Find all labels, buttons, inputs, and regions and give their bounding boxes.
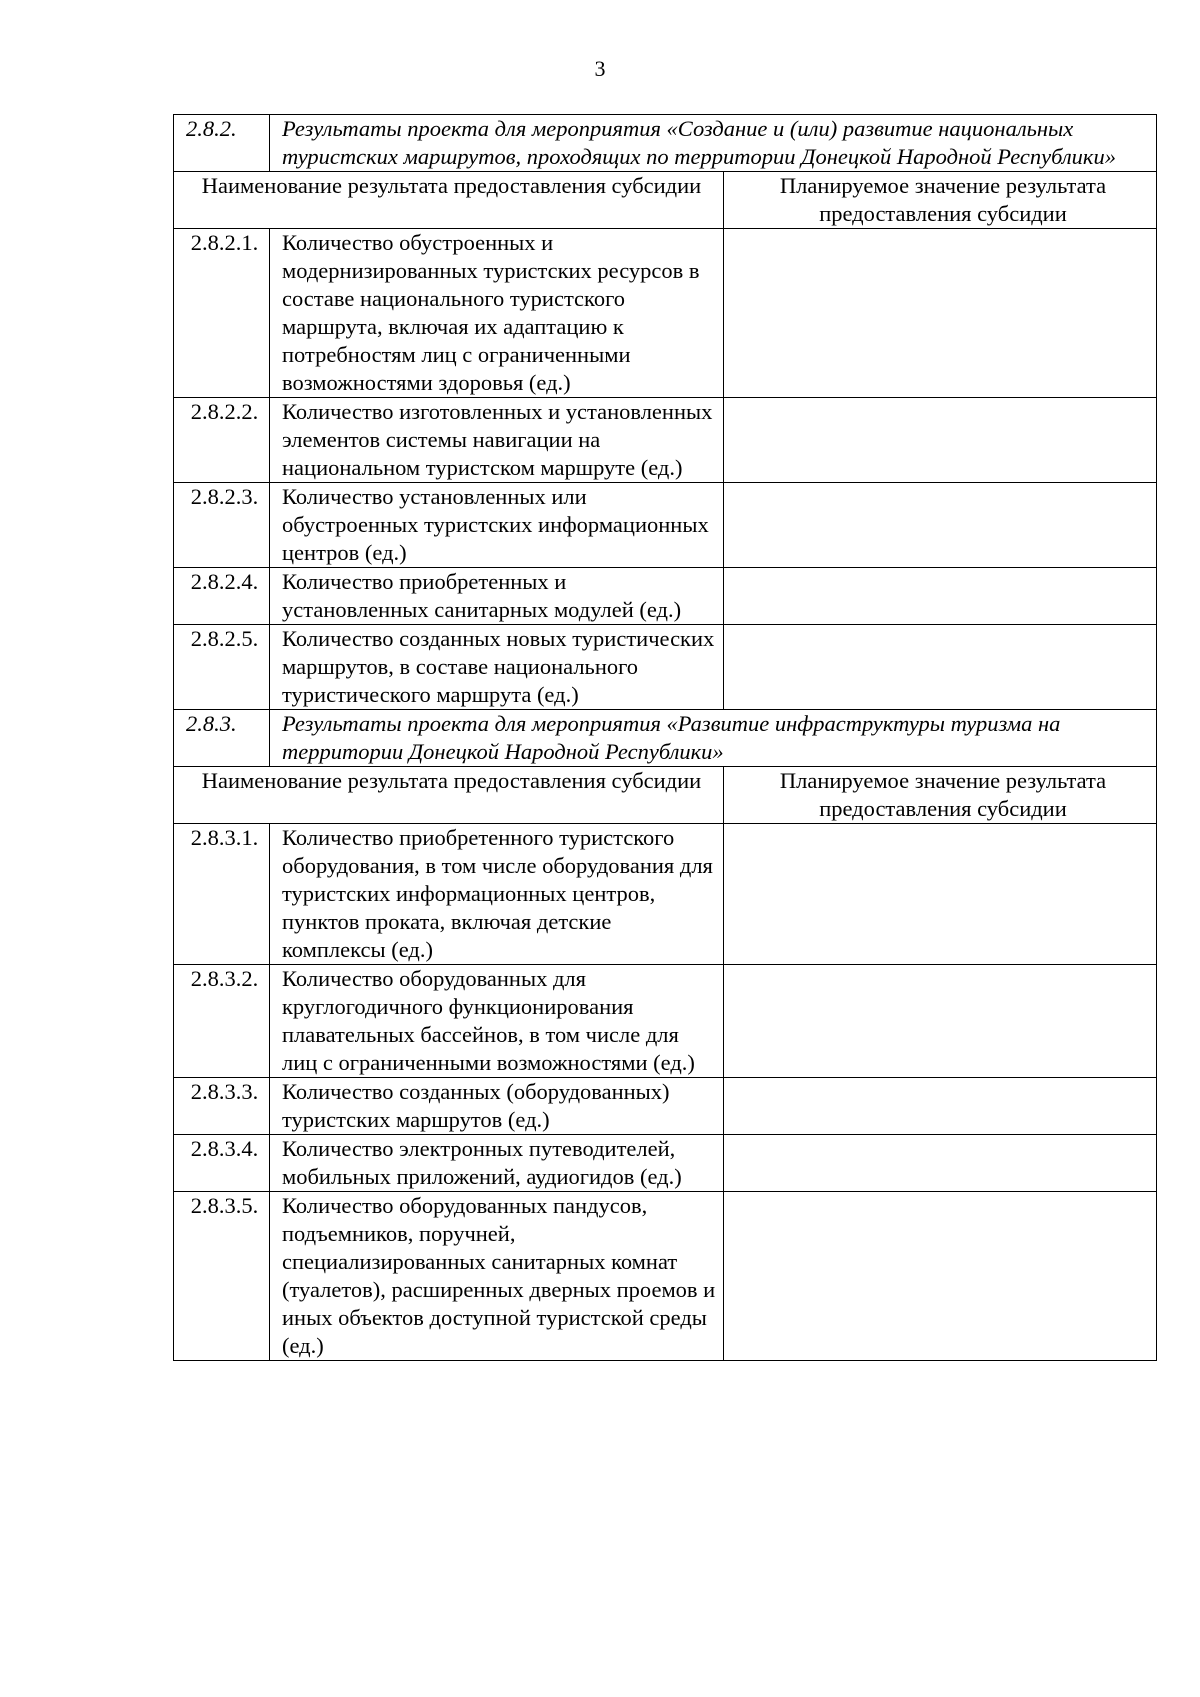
table-row [174,1135,1157,1192]
row-value [724,965,1157,1078]
header-value: Планируемое значение результата предоставления субсидии [724,767,1157,824]
column-header-row [174,172,1157,229]
row-name: Количество обустроенных и модернизированных туристских ресурсов в составе национального туристского маршрута, включая их адаптацию к потребностям лиц с ограниченными возможностями здоровья (ед.) [270,229,724,398]
row-number: 2.8.3.2. [174,965,270,1078]
row-number: 2.8.2.4. [174,568,270,625]
table-row [174,568,1157,625]
header-name: Наименование результата предоставления субсидии [174,767,724,824]
row-value [724,229,1157,398]
row-name: Количество оборудованных пандусов, подъемников, поручней, специализированных санитарных комнат (туалетов), расширенных дверных проемов и иных объектов доступной туристской среды (ед.) [270,1192,724,1361]
row-name: Количество созданных новых туристических маршрутов, в составе национального туристического маршрута (ед.) [270,625,724,710]
page-number: 3 [594,56,606,81]
row-value [724,568,1157,625]
section-number: 2.8.2. [174,115,270,172]
row-value [724,824,1157,965]
row-number: 2.8.2.3. [174,483,270,568]
table-row [174,1192,1157,1361]
section-number: 2.8.3. [174,710,270,767]
table-row [174,965,1157,1078]
section-title-row [174,710,1157,767]
table-row [174,398,1157,483]
header-value: Планируемое значение результата предоставления субсидии [724,172,1157,229]
row-value [724,483,1157,568]
section-title: Результаты проекта для мероприятия «Развитие инфраструктуры туризма на территории Донецкой Народной Республики» [270,710,1157,767]
row-value [724,398,1157,483]
row-name: Количество приобретенных и установленных санитарных модулей (ед.) [270,568,724,625]
row-number: 2.8.2.5. [174,625,270,710]
row-name: Количество приобретенного туристского оборудования, в том числе оборудования для туристских информационных центров, пунктов проката, включая детские комплексы (ед.) [270,824,724,965]
row-name: Количество созданных (оборудованных) туристских маршрутов (ед.) [270,1078,724,1135]
row-value [724,625,1157,710]
table-row [174,1078,1157,1135]
row-number: 2.8.3.1. [174,824,270,965]
row-name: Количество установленных или обустроенных туристских информационных центров (ед.) [270,483,724,568]
row-value [724,1135,1157,1192]
results-table [173,114,1157,1361]
section-title-row [174,115,1157,172]
row-name: Количество оборудованных для круглогодичного функционирования плавательных бассейнов, в том числе для лиц с ограниченными возможностями (ед.) [270,965,724,1078]
row-number: 2.8.3.4. [174,1135,270,1192]
column-header-row [174,767,1157,824]
table-row [174,229,1157,398]
header-name: Наименование результата предоставления субсидии [174,172,724,229]
row-number: 2.8.2.2. [174,398,270,483]
table-row [174,824,1157,965]
row-number: 2.8.3.3. [174,1078,270,1135]
table-row [174,625,1157,710]
row-name: Количество электронных путеводителей, мобильных приложений, аудиогидов (ед.) [270,1135,724,1192]
row-value [724,1192,1157,1361]
table-row [174,483,1157,568]
section-title: Результаты проекта для мероприятия «Создание и (или) развитие национальных туристских маршрутов, проходящих по территории Донецкой Народной Республики» [270,115,1157,172]
row-number: 2.8.2.1. [174,229,270,398]
row-value [724,1078,1157,1135]
row-name: Количество изготовленных и установленных элементов системы навигации на национальном туристском маршруте (ед.) [270,398,724,483]
row-number: 2.8.3.5. [174,1192,270,1361]
